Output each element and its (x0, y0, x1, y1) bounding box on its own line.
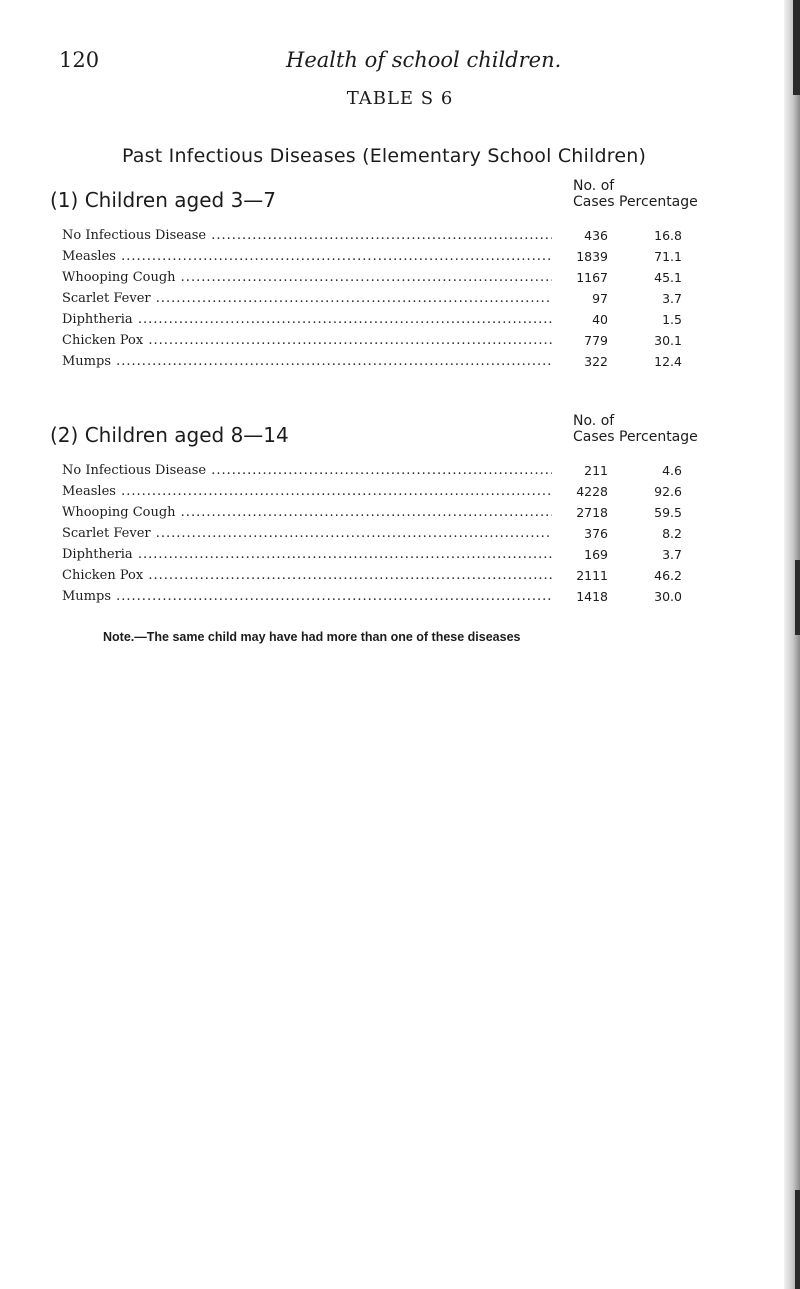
disease-name: No Infectious Disease ..... (62, 228, 557, 243)
table-row (62, 228, 722, 249)
disease-name: Chicken Pox ..... (62, 568, 557, 583)
table-row (62, 291, 722, 312)
main-heading: Past Infectious Diseases (Elementary School Children) (122, 145, 647, 167)
disease-name: Diphtheria ..... (62, 312, 557, 327)
cases-value: 376 (552, 526, 608, 541)
cases-value: 322 (552, 354, 608, 369)
column-header-percentage: Percentage (619, 194, 698, 210)
footnote: Note.—The same child may have had more than one of these diseases (103, 630, 521, 644)
cases-value: 1418 (552, 589, 608, 604)
section-heading: (1) Children aged 3—7 (50, 188, 277, 212)
disease-name: Measles ..... (62, 249, 557, 264)
disease-name: Scarlet Fever ..... (62, 526, 557, 541)
percentage-value: 92.6 (654, 484, 682, 499)
percentage-value: 16.8 (654, 228, 682, 243)
section-heading: (2) Children aged 8—14 (50, 423, 289, 447)
percentage-value: 1.5 (662, 312, 682, 327)
table-row (62, 312, 722, 333)
cases-value: 97 (552, 291, 608, 306)
cases-value: 779 (552, 333, 608, 348)
disease-name: Whooping Cough ..... (62, 270, 557, 285)
table-row (62, 526, 722, 547)
table-row (62, 463, 722, 484)
percentage-value: 30.1 (654, 333, 682, 348)
page-edge-dark-bottom (795, 1190, 800, 1289)
cases-value: 40 (552, 312, 608, 327)
percentage-value: 71.1 (654, 249, 682, 264)
disease-name: No Infectious Disease ..... (62, 463, 557, 478)
column-header-cases-line2: Cases (573, 429, 615, 445)
page-edge-shadow (784, 0, 800, 1289)
table-row (62, 547, 722, 568)
table-row (62, 568, 722, 589)
page-number: 120 (59, 48, 100, 72)
cases-value: 2111 (552, 568, 608, 583)
cases-value: 169 (552, 547, 608, 562)
percentage-value: 8.2 (662, 526, 682, 541)
cases-value: 4228 (552, 484, 608, 499)
column-header-cases-line2: Cases (573, 194, 615, 210)
table-row (62, 249, 722, 270)
page-edge-dark-top (793, 0, 800, 95)
cases-value: 211 (552, 463, 608, 478)
disease-name: Mumps ..... (62, 354, 557, 369)
percentage-value: 4.6 (662, 463, 682, 478)
table-title: TABLE S 6 (346, 88, 454, 109)
table-row (62, 333, 722, 354)
table-row (62, 354, 722, 375)
percentage-value: 3.7 (662, 547, 682, 562)
percentage-value: 30.0 (654, 589, 682, 604)
disease-name: Chicken Pox ..... (62, 333, 557, 348)
table-body (62, 228, 722, 375)
percentage-value: 46.2 (654, 568, 682, 583)
table-row (62, 484, 722, 505)
percentage-value: 59.5 (654, 505, 682, 520)
table-row (62, 270, 722, 291)
column-header-cases (573, 413, 615, 445)
table-row (62, 589, 722, 610)
table-body (62, 463, 722, 610)
column-header-cases (573, 178, 615, 210)
column-header-percentage: Percentage (619, 429, 698, 445)
percentage-value: 3.7 (662, 291, 682, 306)
table-row (62, 505, 722, 526)
cases-value: 1167 (552, 270, 608, 285)
cases-value: 2718 (552, 505, 608, 520)
column-header-cases-line1: No. of (573, 413, 615, 429)
disease-name: Diphtheria ..... (62, 547, 557, 562)
disease-name: Mumps ..... (62, 589, 557, 604)
percentage-value: 12.4 (654, 354, 682, 369)
cases-value: 1839 (552, 249, 608, 264)
cases-value: 436 (552, 228, 608, 243)
running-title: Health of school children. (286, 48, 562, 72)
disease-name: Scarlet Fever ..... (62, 291, 557, 306)
column-header-cases-line1: No. of (573, 178, 615, 194)
disease-name: Whooping Cough ..... (62, 505, 557, 520)
page-edge-dark-mid (795, 560, 800, 635)
disease-name: Measles ..... (62, 484, 557, 499)
percentage-value: 45.1 (654, 270, 682, 285)
